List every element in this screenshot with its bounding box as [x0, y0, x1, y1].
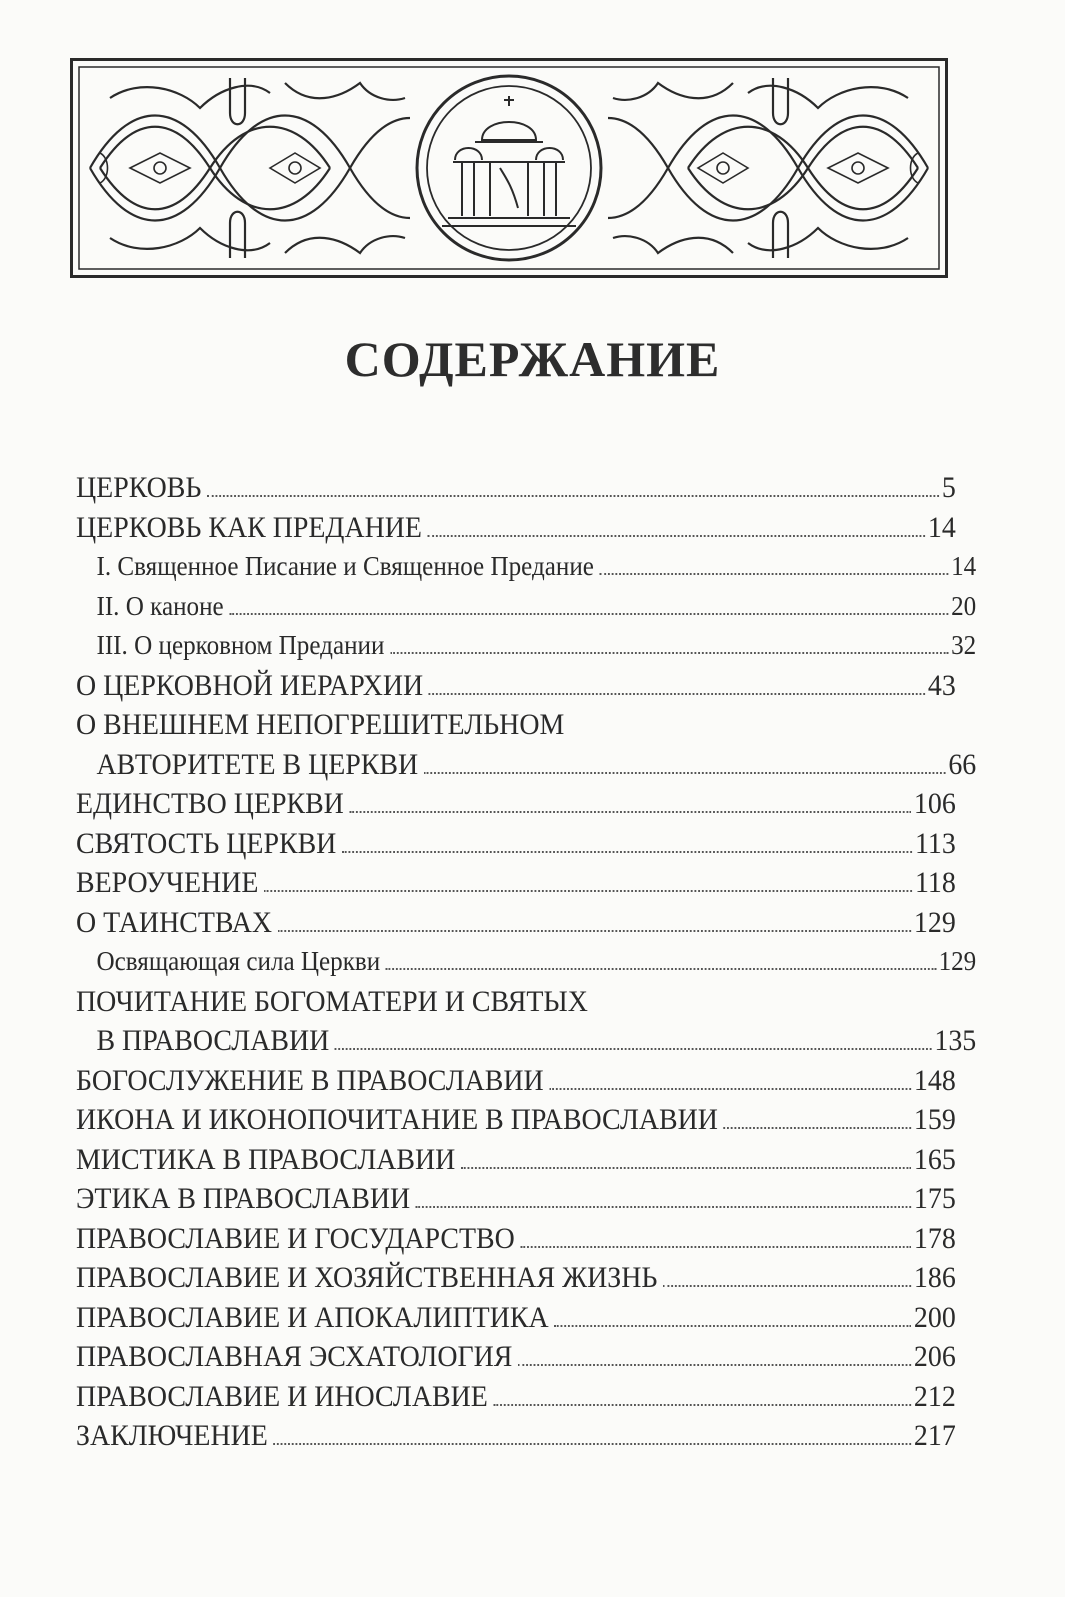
toc-entry [76, 666, 956, 706]
toc-entry-title: ЦЕРКОВЬ [76, 471, 202, 504]
dot-leader [424, 772, 946, 774]
toc-page-number: 32 [951, 630, 977, 660]
dot-leader [278, 930, 912, 932]
dot-leader [600, 573, 949, 575]
toc-page-number: 118 [914, 866, 956, 899]
dot-leader [416, 1206, 911, 1208]
toc-page-number: 5 [941, 471, 956, 504]
toc-entry [76, 903, 956, 943]
toc-page-number: 175 [913, 1182, 956, 1215]
toc-entry [76, 468, 956, 508]
toc-entry-title: II. О каноне [96, 590, 224, 621]
toc-entry-title: Освящающая сила Церкви [96, 946, 381, 976]
toc-page-number: 217 [913, 1419, 956, 1452]
toc-entry-title: ЗАКЛЮЧЕНИЕ [76, 1419, 268, 1452]
toc-entry-title: БОГОСЛУЖЕНИЕ В ПРАВОСЛАВИИ [76, 1063, 544, 1097]
toc-entry [76, 508, 956, 548]
toc-entry-title: I. Священное Писание и Священное Предание [96, 551, 594, 581]
dot-leader [273, 1443, 911, 1445]
toc-entry-title: СВЯТОСТЬ ЦЕРКВИ [76, 826, 337, 860]
toc-entry-title: О ВНЕШНЕМ НЕПОГРЕШИТЕЛЬНОМ [76, 708, 565, 741]
toc-entry [76, 1179, 956, 1219]
header-ornament [70, 58, 948, 278]
toc-entry-title: ПРАВОСЛАВНАЯ ЭСХАТОЛОГИЯ [76, 1340, 513, 1373]
toc-entry [76, 863, 956, 903]
table-of-contents [76, 468, 977, 1456]
toc-page-number: 186 [913, 1261, 956, 1294]
toc-page-number: 200 [913, 1300, 956, 1334]
toc-entry [76, 784, 956, 824]
dot-leader [342, 851, 912, 853]
dot-leader [493, 1404, 911, 1406]
toc-entry-title: ЭТИКА В ПРАВОСЛАВИИ [76, 1182, 411, 1215]
toc-entry [76, 1140, 956, 1180]
toc-page-number: 148 [913, 1063, 956, 1097]
dot-leader [335, 1048, 932, 1050]
toc-entry-title: ПРАВОСЛАВИЕ И ГОСУДАРСТВО [76, 1221, 515, 1255]
dot-leader [520, 1246, 911, 1248]
page-title: СОДЕРЖАНИЕ [344, 331, 721, 387]
dot-leader [518, 1364, 911, 1366]
toc-page-number: 165 [913, 1142, 956, 1176]
dot-leader [724, 1127, 912, 1129]
toc-entry-title: ЕДИНСТВО ЦЕРКВИ [76, 787, 344, 820]
toc-entry [76, 1298, 956, 1338]
dot-leader [428, 535, 926, 537]
toc-page-number: 113 [914, 826, 956, 860]
toc-page-number: 159 [913, 1103, 956, 1136]
dot-leader [349, 811, 911, 813]
dot-leader [390, 652, 948, 654]
dot-leader [461, 1167, 911, 1169]
toc-entry [76, 942, 976, 982]
dot-leader [386, 968, 936, 970]
toc-page-number: 129 [938, 946, 977, 976]
toc-page-number: 129 [913, 905, 956, 939]
toc-entry-title: ПРАВОСЛАВИЕ И ИНОСЛАВИЕ [76, 1379, 488, 1413]
toc-entry-title: ВЕРОУЧЕНИЕ [76, 866, 259, 899]
toc-entry-title: ИКОНА И ИКОНОПОЧИТАНИЕ В ПРАВОСЛАВИИ [76, 1103, 718, 1136]
toc-page-number: 14 [927, 510, 956, 544]
dot-leader [264, 890, 912, 892]
toc-entry [76, 1377, 956, 1417]
toc-entry-title: III. О церковном Предании [96, 630, 385, 660]
dot-leader [429, 693, 925, 695]
toc-page-number: 14 [951, 551, 977, 581]
toc-entry-title: О ТАИНСТВАХ [76, 905, 273, 939]
toc-page-number: 20 [951, 590, 977, 621]
toc-entry [76, 626, 976, 666]
toc-entry-title: АВТОРИТЕТЕ В ЦЕРКВИ [96, 747, 419, 781]
toc-entry [76, 547, 976, 587]
toc-entry [76, 1021, 976, 1061]
dot-leader [549, 1088, 911, 1090]
toc-entry [76, 745, 976, 785]
toc-entry [76, 1100, 956, 1140]
toc-entry [76, 587, 976, 627]
toc-entry [76, 1337, 956, 1377]
toc-page-number: 43 [927, 668, 956, 702]
toc-entry-title: ПРАВОСЛАВИЕ И АПОКАЛИПТИКА [76, 1300, 549, 1334]
dot-leader [663, 1285, 911, 1287]
toc-entry [76, 824, 956, 864]
toc-page-number: 135 [934, 1024, 977, 1057]
toc-entry-title: О ЦЕРКОВНОЙ ИЕРАРХИИ [76, 668, 424, 702]
toc-page-number: 206 [913, 1340, 956, 1373]
dot-leader [207, 495, 939, 497]
toc-page-number: 66 [948, 747, 977, 781]
toc-entry [76, 1061, 956, 1101]
toc-entry-title: ПОЧИТАНИЕ БОГОМАТЕРИ И СВЯТЫХ [76, 984, 588, 1018]
dot-leader [554, 1325, 911, 1327]
toc-entry-title: В ПРАВОСЛАВИИ [96, 1024, 330, 1057]
toc-entry-title: МИСТИКА В ПРАВОСЛАВИИ [76, 1142, 456, 1176]
toc-entry [76, 1258, 956, 1298]
toc-page-number: 212 [913, 1379, 956, 1413]
toc-page-number: 106 [913, 787, 956, 820]
toc-entry [76, 1219, 956, 1259]
toc-entry-title: ЦЕРКОВЬ КАК ПРЕДАНИЕ [76, 510, 422, 544]
dot-leader [229, 613, 948, 615]
toc-entry-title: ПРАВОСЛАВИЕ И ХОЗЯЙСТВЕННАЯ ЖИЗНЬ [76, 1261, 658, 1294]
toc-entry [76, 1416, 956, 1456]
toc-page-number: 178 [913, 1221, 956, 1255]
